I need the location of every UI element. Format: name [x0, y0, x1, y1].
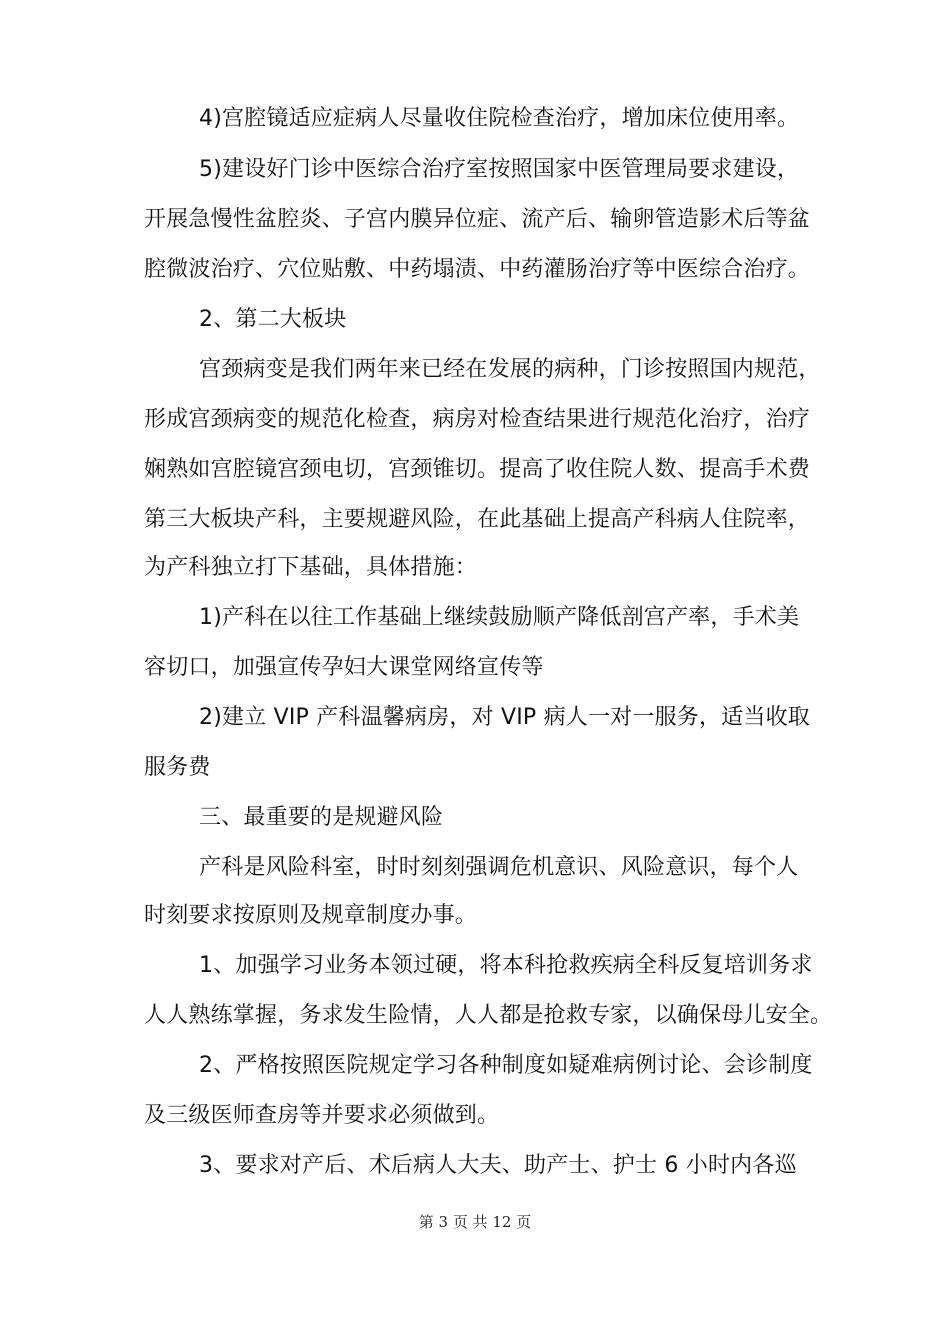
paragraph-line: 人人熟练掌握，务求发生险情，人人都是抢救专家，以确保母儿安全。: [144, 1003, 833, 1028]
paragraph-line: 1)产科在以往工作基础上继续鼓励顺产降低剖宫产率，手术美: [199, 605, 800, 630]
paragraph-line: 及三级医师查房等并要求必须做到。: [144, 1103, 500, 1128]
paragraph-line: 第三大板块产科，主要规避风险，在此基础上提高产科病人住院率，: [144, 507, 811, 532]
paragraph-line: 容切口，加强宣传孕妇大课堂网络宣传等: [144, 655, 544, 680]
section-heading: 三、最重要的是规避风险: [199, 805, 444, 830]
paragraph-line: 4)宫腔镜适应症病人尽量收住院检查治疗，增加床位使用率。: [199, 106, 800, 131]
paragraph-line: 1、加强学习业务本领过硬，将本科抢救疾病全科反复培训务求: [199, 953, 813, 978]
paragraph-line: 开展急慢性盆腔炎、子宫内膜异位症、流产后、输卵管造影术后等盆: [144, 207, 811, 232]
paragraph-line: 5)建设好门诊中医综合治疗室按照国家中医管理局要求建设，: [199, 157, 800, 182]
paragraph-line: 产科是风险科室，时时刻刻强调危机意识、风险意识，每个人: [199, 855, 799, 880]
paragraph-line: 3、要求对产后、术后病人大夫、助产士、护士 6 小时内各巡: [199, 1153, 797, 1178]
page-number-footer: 第 3 页 共 12 页: [418, 1213, 532, 1231]
paragraph-line: 宫颈病变是我们两年来已经在发展的病种，门诊按照国内规范，: [199, 357, 821, 382]
section-heading: 2、第二大板块: [199, 307, 347, 332]
paragraph-line: 2)建立 VIP 产科温馨病房，对 VIP 病人一对一服务，适当收取: [199, 705, 810, 730]
paragraph-line: 服务费: [144, 755, 211, 780]
paragraph-line: 为产科独立打下基础，具体措施：: [144, 555, 478, 580]
paragraph-line: 腔微波治疗、穴位贴敷、中药塌渍、中药灌肠治疗等中医综合治疗。: [144, 257, 811, 282]
paragraph-line: 娴熟如宫腔镜宫颈电切，宫颈锥切。提高了收住院人数、提高手术费: [144, 457, 811, 482]
paragraph-line: 形成宫颈病变的规范化检查，病房对检查结果进行规范化治疗，治疗: [144, 407, 811, 432]
paragraph-line: 时刻要求按原则及规章制度办事。: [144, 903, 478, 928]
paragraph-line: 2、严格按照医院规定学习各种制度如疑难病例讨论、会诊制度: [199, 1053, 813, 1078]
